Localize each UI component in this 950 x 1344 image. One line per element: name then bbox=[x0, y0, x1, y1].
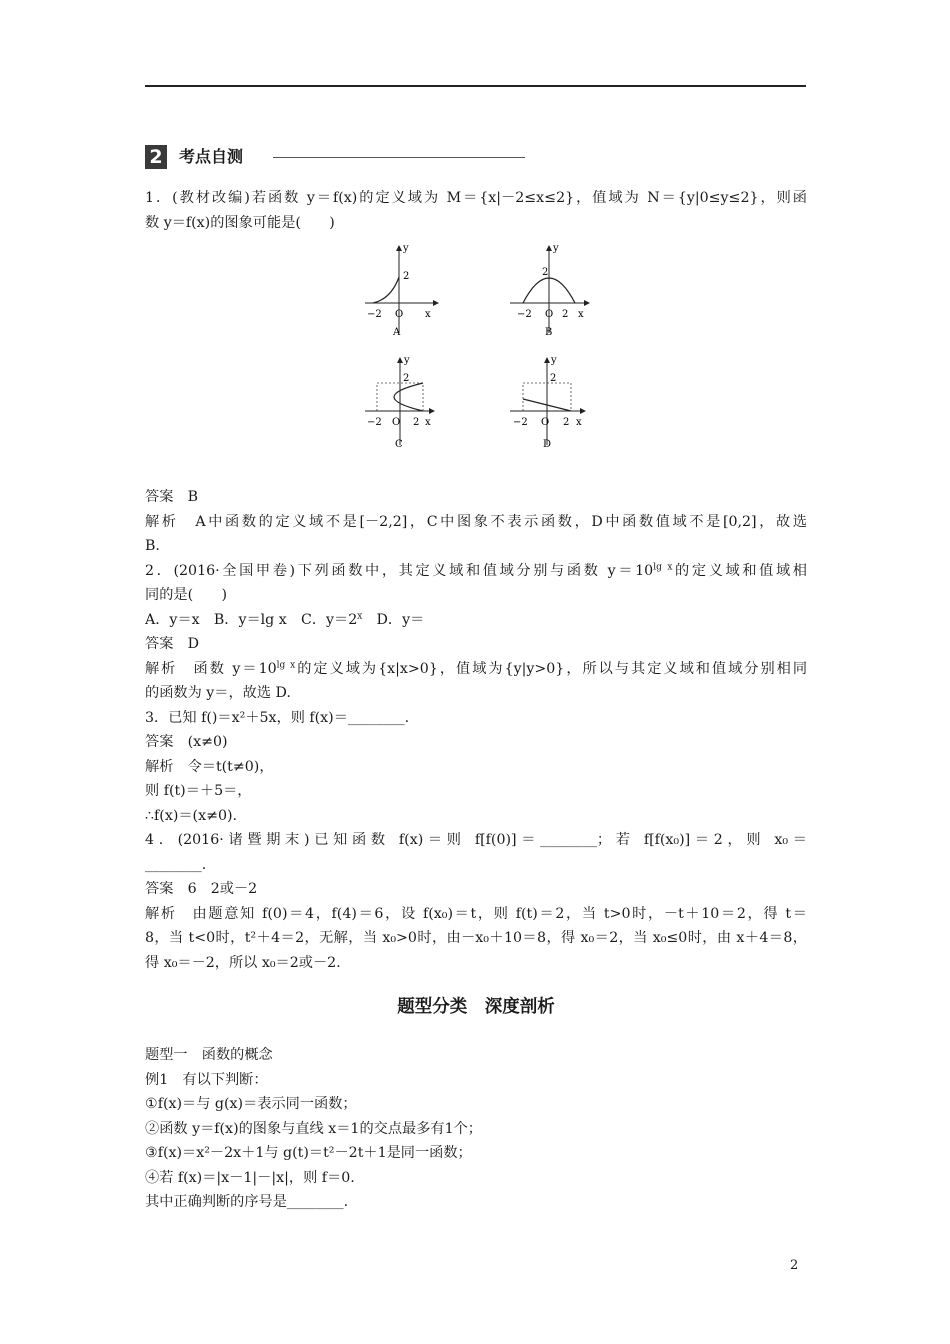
type1-item-3: ③f(x)＝x²－2x＋1与 g(t)＝t²－2t＋1是同一函数； bbox=[145, 1145, 472, 1161]
figure-a-curve bbox=[373, 277, 399, 303]
figure-a bbox=[365, 241, 445, 336]
figure-b-x-tick-pos: 2 bbox=[562, 309, 569, 320]
figure-d-x-tick-pos: 2 bbox=[563, 417, 570, 428]
figure-d-origin: O bbox=[541, 417, 550, 428]
q3-analysis-3: ∴f(x)＝(x≠0). bbox=[145, 807, 238, 824]
figure-c-origin: O bbox=[392, 417, 401, 428]
section-heading: 题型分类 深度剖析 bbox=[397, 997, 555, 1017]
figure-c-y-tick: 2 bbox=[403, 373, 410, 384]
figure-a-x-tick-neg: −2 bbox=[367, 309, 382, 320]
document-body bbox=[145, 186, 807, 1215]
type1-item-1: ①f(x)＝与 g(x)＝表示同一函数； bbox=[145, 1096, 357, 1112]
figure-a-origin: O bbox=[395, 309, 404, 320]
figure-c-caption: C bbox=[395, 439, 403, 448]
figure-c-x-tick-neg: −2 bbox=[367, 417, 382, 428]
q4-answer: 答案 6 2或－2 bbox=[145, 881, 258, 897]
figure-d-x-tick-neg: −2 bbox=[513, 417, 528, 428]
figure-d-y-arrow bbox=[544, 357, 550, 363]
q2-options bbox=[145, 608, 807, 633]
figure-b bbox=[510, 241, 600, 336]
figure-b-x-label: x bbox=[578, 309, 584, 320]
figure-d bbox=[510, 353, 600, 448]
figure-a-caption: A bbox=[393, 327, 401, 336]
q2-options-a: A．y＝x B．y＝lg x C．y＝2 bbox=[145, 611, 358, 628]
q1-figures bbox=[145, 241, 807, 477]
figure-c-x-tick-pos: 2 bbox=[413, 417, 420, 428]
figure-d-y-label: y bbox=[551, 355, 557, 366]
q2-analysis-1 bbox=[145, 657, 807, 682]
q2-answer: 答案 D bbox=[145, 636, 199, 652]
q4-line-1: 4．(2016·诸暨期末)已知函数 f(x)＝则 f[f(0)]＝________；若 f[f(x₀)]＝2，则 x₀＝ bbox=[145, 832, 807, 848]
q1-line-2: 数 y＝f(x)的图象可能是( ) bbox=[145, 214, 335, 231]
q1-answer: 答案 B bbox=[145, 489, 198, 505]
q4-analysis-1: 解析 由题意知 f(0)＝4，f(4)＝6，设 f(x₀)＝t，则 f(t)＝2，当 t>0时，－t＋10＝2，得 t＝ bbox=[145, 905, 807, 922]
q2-analysis-1-sup: lg x bbox=[276, 659, 296, 670]
figure-a-x-label: x bbox=[425, 309, 431, 320]
q3-analysis-1: 解析 令＝t(t≠0)， bbox=[145, 758, 274, 775]
q4-line-2: ________. bbox=[145, 856, 207, 873]
figure-a-y-arrow bbox=[396, 245, 402, 251]
section-number-badge: 2 bbox=[145, 145, 167, 169]
top-rule bbox=[145, 85, 806, 87]
q2-line-2: 同的是( ) bbox=[145, 587, 228, 603]
q2-line-1 bbox=[145, 559, 807, 584]
figure-c-x-label: x bbox=[425, 417, 431, 428]
q2-analysis-1-a: 解析 函数 y＝10 bbox=[145, 660, 277, 677]
figure-a-y-label: y bbox=[403, 243, 409, 254]
q2-options-sup: x bbox=[357, 610, 363, 621]
figure-a-y-tick: 2 bbox=[403, 271, 410, 282]
q1-analysis-2: B. bbox=[145, 538, 160, 554]
section-divider bbox=[273, 157, 525, 158]
figure-c-y-label: y bbox=[404, 355, 410, 366]
figure-a-x-arrow bbox=[433, 300, 439, 306]
figure-c-curve bbox=[394, 383, 423, 411]
q2-options-b: D．y＝ bbox=[362, 611, 425, 628]
q1-analysis-1: 解析 A中函数的定义域不是[－2,2]，C中图象不表示函数，D中函数值域不是[0,2]，故选 bbox=[145, 513, 807, 530]
q4-analysis-2: 8，当 t<0时，t²＋4＝2，无解，当 x₀>0时，由－x₀＋10＝8，得 x₀＝2，当 x₀≤0时，由 x＋4＝8， bbox=[145, 930, 807, 946]
q2-line-1-a: 2．(2016·全国甲卷)下列函数中，其定义域和值域分别与函数 y＝10 bbox=[145, 562, 654, 579]
figure-b-x-arrow bbox=[584, 300, 590, 306]
figure-d-y-tick: 2 bbox=[550, 373, 557, 384]
q2-line-1-sup: lg x bbox=[653, 561, 673, 572]
type1-item-2: ②函数 y＝f(x)的图象与直线 x＝1的交点最多有1个； bbox=[145, 1120, 482, 1137]
q2-line-1-b: 的定义域和值域相 bbox=[672, 562, 807, 579]
section-title: 考点自测 bbox=[179, 147, 244, 166]
figure-b-x-tick-neg: −2 bbox=[517, 309, 532, 320]
page-number: 2 bbox=[790, 1258, 799, 1273]
type1-example: 例1 有以下判断： bbox=[145, 1071, 268, 1088]
figure-b-y-label: y bbox=[553, 243, 559, 254]
type1-title: 题型一 函数的概念 bbox=[145, 1047, 273, 1063]
q3-answer: 答案 (x≠0) bbox=[145, 734, 228, 750]
q1-line-1: 1．(教材改编)若函数 y＝f(x)的定义域为 M＝{x|－2≤x≤2}，值域为 N＝{y|0≤y≤2}，则函 bbox=[145, 190, 807, 206]
q3-analysis-2: 则 f(t)＝＋5＝， bbox=[145, 783, 252, 799]
figure-d-caption: D bbox=[543, 439, 552, 448]
figure-c bbox=[365, 353, 445, 448]
figure-b-y-arrow bbox=[546, 245, 552, 251]
figure-b-caption: B bbox=[545, 327, 553, 336]
q2-analysis-1-b: 的定义域为{x|x>0}，值域为{y|y>0}，所以与其定义域和值域分别相同 bbox=[295, 660, 807, 677]
section-header bbox=[145, 143, 525, 171]
figure-d-x-arrow bbox=[580, 408, 586, 414]
q4-analysis-3: 得 x₀＝－2，所以 x₀＝2或－2. bbox=[145, 954, 341, 971]
figure-b-y-tick: 2 bbox=[542, 267, 549, 278]
q2-analysis-2: 的函数为 y＝，故选 D. bbox=[145, 685, 291, 701]
q3-line-1: 3．已知 f()＝x²＋5x，则 f(x)＝________. bbox=[145, 709, 410, 726]
type1-item-4: ④若 f(x)＝|x－1|－|x|，则 f＝0. bbox=[145, 1169, 355, 1186]
figure-b-origin: O bbox=[545, 309, 554, 320]
type1-closing: 其中正确判断的序号是________. bbox=[145, 1194, 349, 1210]
figure-d-x-label: x bbox=[576, 417, 582, 428]
figure-c-x-arrow bbox=[429, 408, 435, 414]
figure-c-y-arrow bbox=[397, 357, 403, 363]
